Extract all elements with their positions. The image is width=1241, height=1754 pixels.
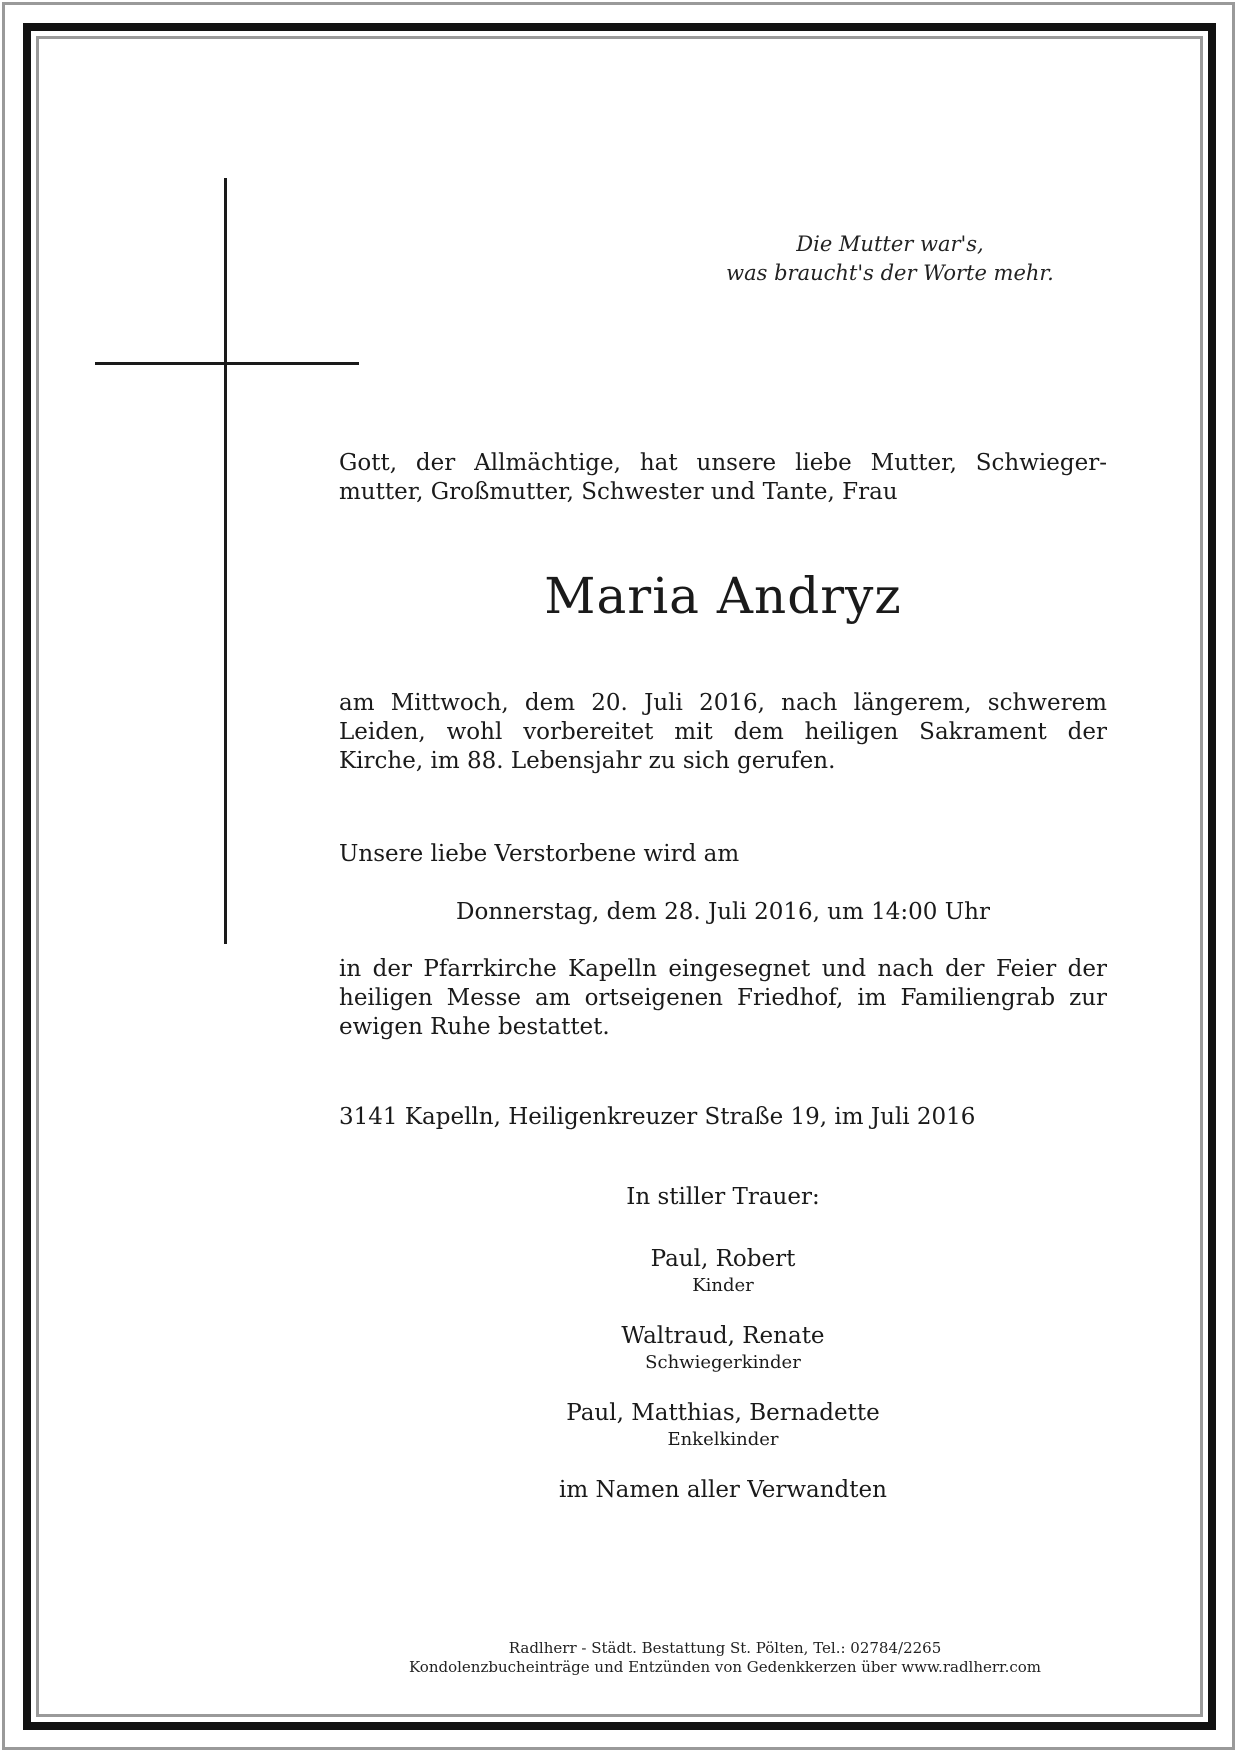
funeral-intro-text: Unsere liebe Verstorbene wird am — [339, 841, 740, 867]
inner-thin-border — [36, 36, 1203, 1717]
intro-paragraph — [339, 449, 1107, 507]
death-notice-line-1: am Mittwoch, dem 20. Juli 2016, nach längerem, schwerem — [339, 690, 1107, 716]
funeral-intro — [339, 840, 1107, 869]
footer-line-2: Kondolenzbucheinträge und Entzünden von Gedenkkerzen über www.radlherr.com — [409, 1658, 1041, 1676]
address-paragraph — [339, 1103, 1107, 1132]
mourner-group-2-names: Waltraud, Renate — [621, 1323, 825, 1349]
death-notice-paragraph — [339, 689, 1107, 776]
intro-line-2: mutter, Großmutter, Schwester und Tante, Frau — [339, 479, 898, 505]
motto-line-2: was braucht's der Worte mehr. — [726, 261, 1054, 285]
death-notice-line-3: Kirche, im 88. Lebensjahr zu sich gerufen. — [339, 748, 836, 774]
mourner-group-1-names: Paul, Robert — [650, 1246, 796, 1272]
mourner-group-1-relation: Kinder — [692, 1275, 754, 1296]
deceased-name: Maria Andryz — [544, 567, 902, 625]
funeral-details-line-3: ewigen Ruhe bestattet. — [339, 1014, 610, 1040]
intro-line-1: Gott, der Allmächtige, hat unsere liebe Mutter, Schwieger- — [339, 450, 1107, 476]
funeral-details-paragraph — [339, 955, 1107, 1042]
motto-line-1: Die Mutter war's, — [796, 232, 984, 256]
funeral-details-line-1: in der Pfarrkirche Kapelln eingesegnet und nach der Feier der — [339, 956, 1107, 982]
mourners-closing: im Namen aller Verwandten — [559, 1477, 887, 1503]
funeral-details-line-2: heiligen Messe am ortseigenen Friedhof, im Familiengrab zur — [339, 985, 1107, 1011]
motto-quote — [700, 230, 1080, 288]
death-notice-line-2: Leiden, wohl vorbereitet mit dem heiligen Sakrament der — [339, 719, 1107, 745]
mourners-heading: In stiller Trauer: — [626, 1184, 820, 1210]
mourner-group-3-relation: Enkelkinder — [667, 1429, 779, 1450]
cross-horizontal-bar — [95, 362, 359, 365]
mourner-group-3-names: Paul, Matthias, Bernadette — [566, 1400, 880, 1426]
funeral-date: Donnerstag, dem 28. Juli 2016, um 14:00 Uhr — [456, 899, 990, 925]
address-line: 3141 Kapelln, Heiligenkreuzer Straße 19, im Juli 2016 — [339, 1104, 976, 1130]
mourner-group-2-relation: Schwiegerkinder — [645, 1352, 801, 1373]
footer-line-1: Radlherr - Städt. Bestattung St. Pölten, Tel.: 02784/2265 — [508, 1639, 942, 1657]
funeral-home-footer — [300, 1639, 1150, 1677]
cross-vertical-bar — [224, 178, 227, 944]
